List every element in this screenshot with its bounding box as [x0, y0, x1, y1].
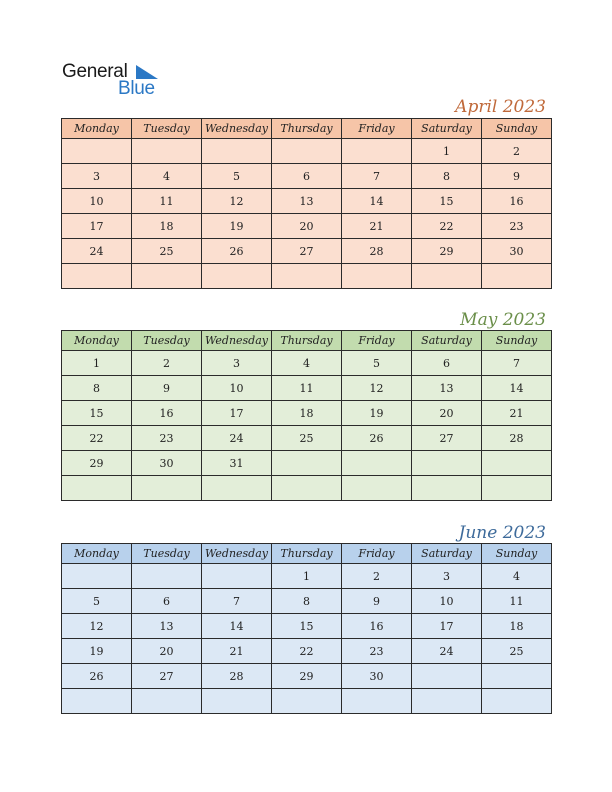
day-cell: 11: [272, 376, 342, 401]
calendar-body: [62, 564, 552, 714]
day-cell: 6: [132, 589, 202, 614]
weekday-header-friday: Friday: [342, 544, 412, 564]
weekday-header-tuesday: Tuesday: [132, 119, 202, 139]
day-cell: [482, 451, 552, 476]
calendar-may: [61, 330, 552, 501]
day-cell: 15: [272, 614, 342, 639]
day-cell: 10: [412, 589, 482, 614]
calendar-body: [62, 351, 552, 501]
day-cell: 14: [342, 189, 412, 214]
weekday-header-friday: Friday: [342, 119, 412, 139]
month-title-may: May 2023: [460, 310, 546, 330]
day-cell: 24: [62, 239, 132, 264]
week-row: [62, 589, 552, 614]
day-cell: [272, 139, 342, 164]
day-cell: 9: [342, 589, 412, 614]
day-cell: 7: [342, 164, 412, 189]
weekday-header-sunday: Sunday: [482, 544, 552, 564]
day-cell: [272, 451, 342, 476]
day-cell: 5: [342, 351, 412, 376]
day-cell: 21: [202, 639, 272, 664]
day-cell: [62, 264, 132, 289]
day-cell: [272, 476, 342, 501]
day-cell: 3: [62, 164, 132, 189]
day-cell: 8: [272, 589, 342, 614]
day-cell: 1: [412, 139, 482, 164]
day-cell: 22: [412, 214, 482, 239]
week-row: [62, 264, 552, 289]
weekday-header-tuesday: Tuesday: [132, 331, 202, 351]
day-cell: 30: [132, 451, 202, 476]
calendar-body: [62, 139, 552, 289]
day-cell: [132, 689, 202, 714]
day-cell: 4: [132, 164, 202, 189]
weekday-header-monday: Monday: [62, 119, 132, 139]
day-cell: [132, 476, 202, 501]
day-cell: [342, 451, 412, 476]
day-cell: 12: [342, 376, 412, 401]
weekday-header-monday: Monday: [62, 331, 132, 351]
week-row: [62, 689, 552, 714]
day-cell: 28: [482, 426, 552, 451]
weekday-header-thursday: Thursday: [272, 544, 342, 564]
day-cell: 11: [482, 589, 552, 614]
week-row: [62, 139, 552, 164]
day-cell: [412, 664, 482, 689]
weekday-header-wednesday: Wednesday: [202, 544, 272, 564]
day-cell: 14: [202, 614, 272, 639]
day-cell: [202, 689, 272, 714]
day-cell: 30: [342, 664, 412, 689]
weekday-header-saturday: Saturday: [412, 119, 482, 139]
day-cell: 25: [132, 239, 202, 264]
week-row: [62, 426, 552, 451]
day-cell: [132, 264, 202, 289]
day-cell: 29: [62, 451, 132, 476]
day-cell: [412, 689, 482, 714]
day-cell: 4: [272, 351, 342, 376]
day-cell: 8: [412, 164, 482, 189]
day-cell: [62, 689, 132, 714]
day-cell: [482, 476, 552, 501]
day-cell: 13: [272, 189, 342, 214]
day-cell: [62, 476, 132, 501]
day-cell: 6: [412, 351, 482, 376]
day-cell: 17: [62, 214, 132, 239]
day-cell: 20: [412, 401, 482, 426]
week-row: [62, 376, 552, 401]
day-cell: 14: [482, 376, 552, 401]
day-cell: [202, 139, 272, 164]
day-cell: 27: [132, 664, 202, 689]
week-row: [62, 476, 552, 501]
day-cell: [202, 564, 272, 589]
month-title-june: June 2023: [458, 523, 546, 543]
day-cell: 11: [132, 189, 202, 214]
weekday-header-saturday: Saturday: [412, 544, 482, 564]
day-cell: 18: [132, 214, 202, 239]
weekday-header-sunday: Sunday: [482, 331, 552, 351]
logo-triangle-icon: [136, 65, 158, 79]
day-cell: 31: [202, 451, 272, 476]
day-cell: 1: [272, 564, 342, 589]
week-row: [62, 664, 552, 689]
day-cell: 10: [202, 376, 272, 401]
day-cell: 29: [272, 664, 342, 689]
weekday-header-monday: Monday: [62, 544, 132, 564]
day-cell: [342, 476, 412, 501]
week-row: [62, 451, 552, 476]
day-cell: 20: [272, 214, 342, 239]
day-cell: [482, 264, 552, 289]
week-row: [62, 639, 552, 664]
calendar-june: [61, 543, 552, 714]
day-cell: [272, 689, 342, 714]
day-cell: 19: [342, 401, 412, 426]
logo-text-general: General: [62, 61, 128, 82]
day-cell: 27: [412, 426, 482, 451]
day-cell: [202, 476, 272, 501]
weekday-header-thursday: Thursday: [272, 331, 342, 351]
day-cell: 10: [62, 189, 132, 214]
day-cell: 3: [412, 564, 482, 589]
week-row: [62, 351, 552, 376]
day-cell: 27: [272, 239, 342, 264]
weekday-header-thursday: Thursday: [272, 119, 342, 139]
logo-text-blue: Blue: [118, 78, 155, 99]
day-cell: [412, 476, 482, 501]
weekday-header-saturday: Saturday: [412, 331, 482, 351]
day-cell: 7: [482, 351, 552, 376]
week-row: [62, 614, 552, 639]
day-cell: 23: [342, 639, 412, 664]
weekday-header-tuesday: Tuesday: [132, 544, 202, 564]
day-cell: [62, 564, 132, 589]
day-cell: [132, 139, 202, 164]
day-cell: 5: [202, 164, 272, 189]
week-row: [62, 239, 552, 264]
day-cell: 12: [62, 614, 132, 639]
weekday-header-wednesday: Wednesday: [202, 331, 272, 351]
day-cell: 3: [202, 351, 272, 376]
weekday-header-row: [62, 544, 552, 564]
day-cell: 2: [132, 351, 202, 376]
day-cell: [132, 564, 202, 589]
day-cell: 5: [62, 589, 132, 614]
day-cell: [412, 451, 482, 476]
day-cell: 21: [342, 214, 412, 239]
day-cell: 18: [272, 401, 342, 426]
day-cell: 23: [482, 214, 552, 239]
day-cell: 15: [62, 401, 132, 426]
day-cell: 30: [482, 239, 552, 264]
day-cell: [342, 264, 412, 289]
week-row: [62, 214, 552, 239]
day-cell: 2: [342, 564, 412, 589]
day-cell: 12: [202, 189, 272, 214]
day-cell: 9: [482, 164, 552, 189]
day-cell: [482, 664, 552, 689]
day-cell: 8: [62, 376, 132, 401]
weekday-header-row: [62, 119, 552, 139]
week-row: [62, 564, 552, 589]
day-cell: 16: [482, 189, 552, 214]
day-cell: 25: [482, 639, 552, 664]
day-cell: 24: [202, 426, 272, 451]
day-cell: 25: [272, 426, 342, 451]
day-cell: 19: [202, 214, 272, 239]
weekday-header-row: [62, 331, 552, 351]
day-cell: [62, 139, 132, 164]
weekday-header-friday: Friday: [342, 331, 412, 351]
day-cell: 17: [412, 614, 482, 639]
month-title-april: April 2023: [455, 97, 546, 117]
day-cell: 26: [202, 239, 272, 264]
day-cell: 24: [412, 639, 482, 664]
day-cell: 9: [132, 376, 202, 401]
day-cell: 13: [132, 614, 202, 639]
week-row: [62, 164, 552, 189]
day-cell: 4: [482, 564, 552, 589]
day-cell: 16: [132, 401, 202, 426]
day-cell: 2: [482, 139, 552, 164]
day-cell: 18: [482, 614, 552, 639]
day-cell: 15: [412, 189, 482, 214]
day-cell: 26: [342, 426, 412, 451]
day-cell: 6: [272, 164, 342, 189]
day-cell: [342, 139, 412, 164]
weekday-header-sunday: Sunday: [482, 119, 552, 139]
day-cell: 21: [482, 401, 552, 426]
week-row: [62, 401, 552, 426]
day-cell: 20: [132, 639, 202, 664]
day-cell: 22: [272, 639, 342, 664]
generalblue-logo: [62, 61, 172, 101]
day-cell: 13: [412, 376, 482, 401]
day-cell: 19: [62, 639, 132, 664]
weekday-header-wednesday: Wednesday: [202, 119, 272, 139]
day-cell: [412, 264, 482, 289]
day-cell: 1: [62, 351, 132, 376]
day-cell: 7: [202, 589, 272, 614]
day-cell: 26: [62, 664, 132, 689]
day-cell: [202, 264, 272, 289]
week-row: [62, 189, 552, 214]
day-cell: 17: [202, 401, 272, 426]
day-cell: [272, 264, 342, 289]
day-cell: 29: [412, 239, 482, 264]
day-cell: [342, 689, 412, 714]
day-cell: 28: [202, 664, 272, 689]
day-cell: [482, 689, 552, 714]
day-cell: 28: [342, 239, 412, 264]
day-cell: 22: [62, 426, 132, 451]
day-cell: 23: [132, 426, 202, 451]
day-cell: 16: [342, 614, 412, 639]
calendar-april: [61, 118, 552, 289]
